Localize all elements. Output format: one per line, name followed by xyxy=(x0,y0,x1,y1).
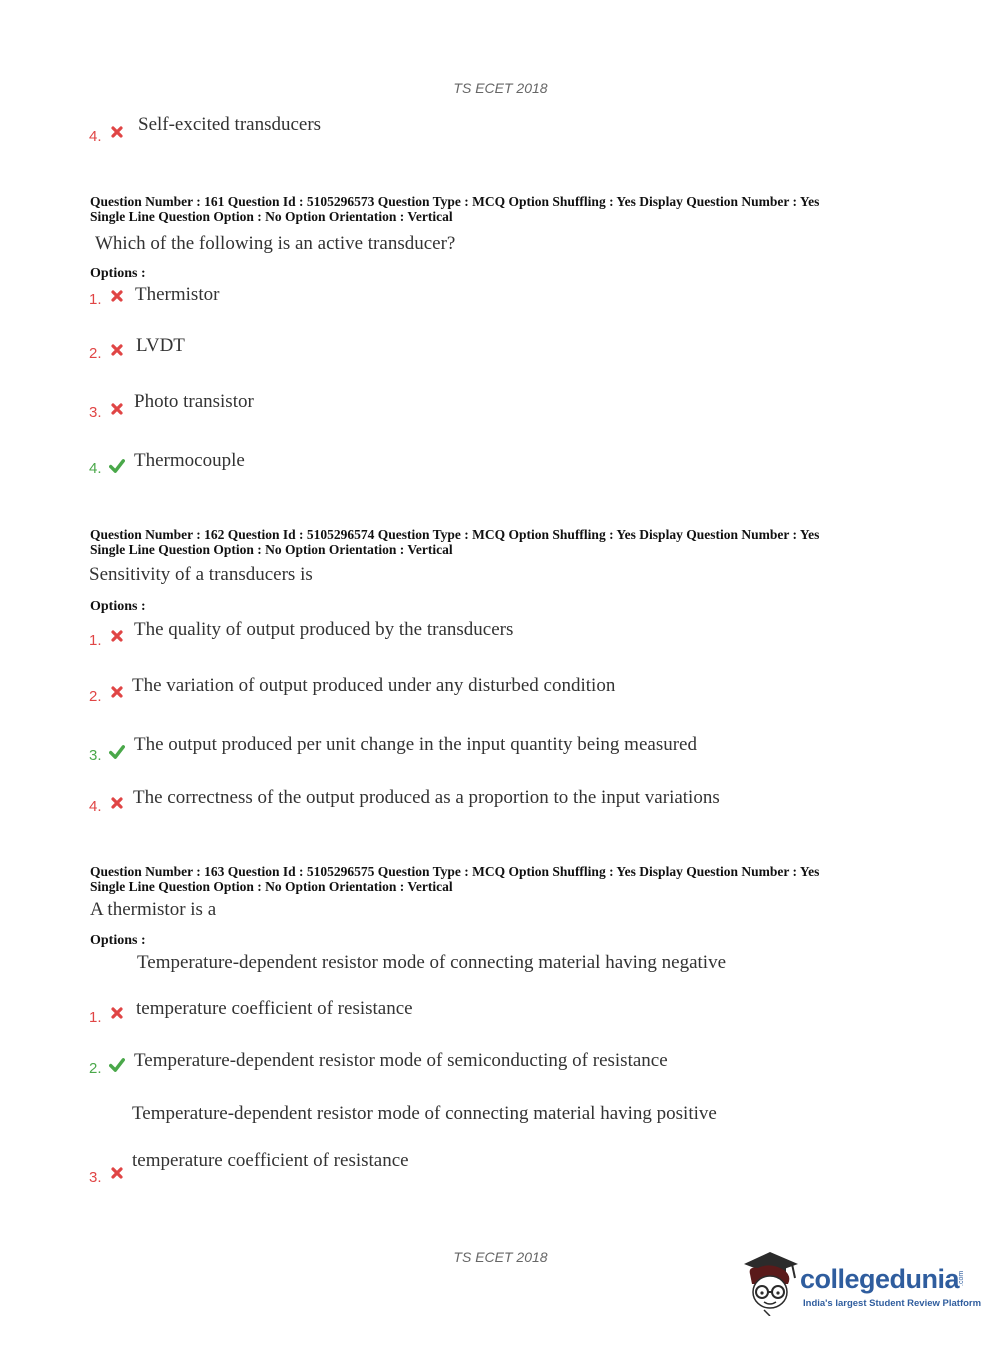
option-text-line2: temperature coefficient of resistance xyxy=(136,998,413,1019)
wrong-icon xyxy=(110,289,124,303)
question-meta-line2: Single Line Question Option : No Option Orientation : Vertical xyxy=(90,879,453,894)
option-number: 4. xyxy=(89,460,102,477)
wrong-icon xyxy=(110,1166,124,1180)
option-text-line1: Temperature-dependent resistor mode of connecting material having negative xyxy=(137,952,727,973)
option-text: The correctness of the output produced as a proportion to the input variations xyxy=(133,787,720,808)
logo-wordmark: collegedunia xyxy=(800,1264,960,1294)
option-text: Thermocouple xyxy=(134,450,245,471)
option-number: 2. xyxy=(89,345,102,362)
correct-check-icon xyxy=(109,744,125,760)
question-meta-line2: Single Line Question Option : No Option Orientation : Vertical xyxy=(90,542,453,557)
options-label: Options : xyxy=(90,933,146,948)
option-number: 1. xyxy=(89,1009,102,1026)
question-meta-line2: Single Line Question Option : No Option Orientation : Vertical xyxy=(90,209,453,224)
page-footer: TS ECET 2018 xyxy=(453,1249,548,1265)
wrong-icon xyxy=(110,343,124,357)
question-meta-line1: Question Number : 162 Question Id : 5105296574 Question Type : MCQ Option Shuffling : Yes Display Question Number : Yes xyxy=(90,527,820,542)
question-text: Sensitivity of a transducers is xyxy=(89,564,313,585)
wrong-icon xyxy=(110,1006,124,1020)
question-meta-line1: Question Number : 161 Question Id : 5105296573 Question Type : MCQ Option Shuffling : Yes Display Question Number : Yes xyxy=(90,194,820,209)
correct-check-icon xyxy=(109,1057,125,1073)
wrong-icon xyxy=(110,796,124,810)
wrong-icon xyxy=(110,125,124,139)
question-text: Which of the following is an active transducer? xyxy=(95,233,456,254)
option-text: The variation of output produced under any disturbed condition xyxy=(132,675,616,696)
option-text: LVDT xyxy=(136,335,185,356)
option-text: Self-excited transducers xyxy=(138,114,322,135)
collegedunia-logo[interactable] xyxy=(740,1248,982,1318)
question-text: A thermistor is a xyxy=(90,899,217,920)
option-text-line2: temperature coefficient of resistance xyxy=(132,1150,409,1171)
student-mascot-icon xyxy=(740,1248,800,1316)
option-number: 3. xyxy=(89,404,102,421)
option-text: Photo transistor xyxy=(134,391,254,412)
wrong-icon xyxy=(110,685,124,699)
options-label: Options : xyxy=(90,599,146,614)
option-number: 2. xyxy=(89,688,102,705)
option-text: Thermistor xyxy=(135,284,220,305)
wrong-icon xyxy=(110,629,124,643)
option-text: The quality of output produced by the transducers xyxy=(134,619,514,640)
option-text-line1: Temperature-dependent resistor mode of connecting material having positive xyxy=(132,1103,717,1124)
option-number: 3. xyxy=(89,1169,102,1186)
logo-tagline: India's largest Student Review Platform xyxy=(803,1298,982,1309)
option-text: The output produced per unit change in the input quantity being measured xyxy=(134,734,697,755)
option-text: Temperature-dependent resistor mode of semiconducting of resistance xyxy=(134,1050,668,1071)
options-label: Options : xyxy=(90,266,146,281)
logo-suffix: .com xyxy=(958,1270,965,1286)
option-number: 2. xyxy=(89,1060,102,1077)
option-number: 1. xyxy=(89,291,102,308)
option-number: 4. xyxy=(89,128,102,145)
wrong-icon xyxy=(110,402,124,416)
option-number: 1. xyxy=(89,632,102,649)
question-meta-line1: Question Number : 163 Question Id : 5105296575 Question Type : MCQ Option Shuffling : Yes Display Question Number : Yes xyxy=(90,864,820,879)
option-number: 3. xyxy=(89,747,102,764)
correct-check-icon xyxy=(109,458,125,474)
page-header: TS ECET 2018 xyxy=(453,80,548,96)
option-number: 4. xyxy=(89,798,102,815)
